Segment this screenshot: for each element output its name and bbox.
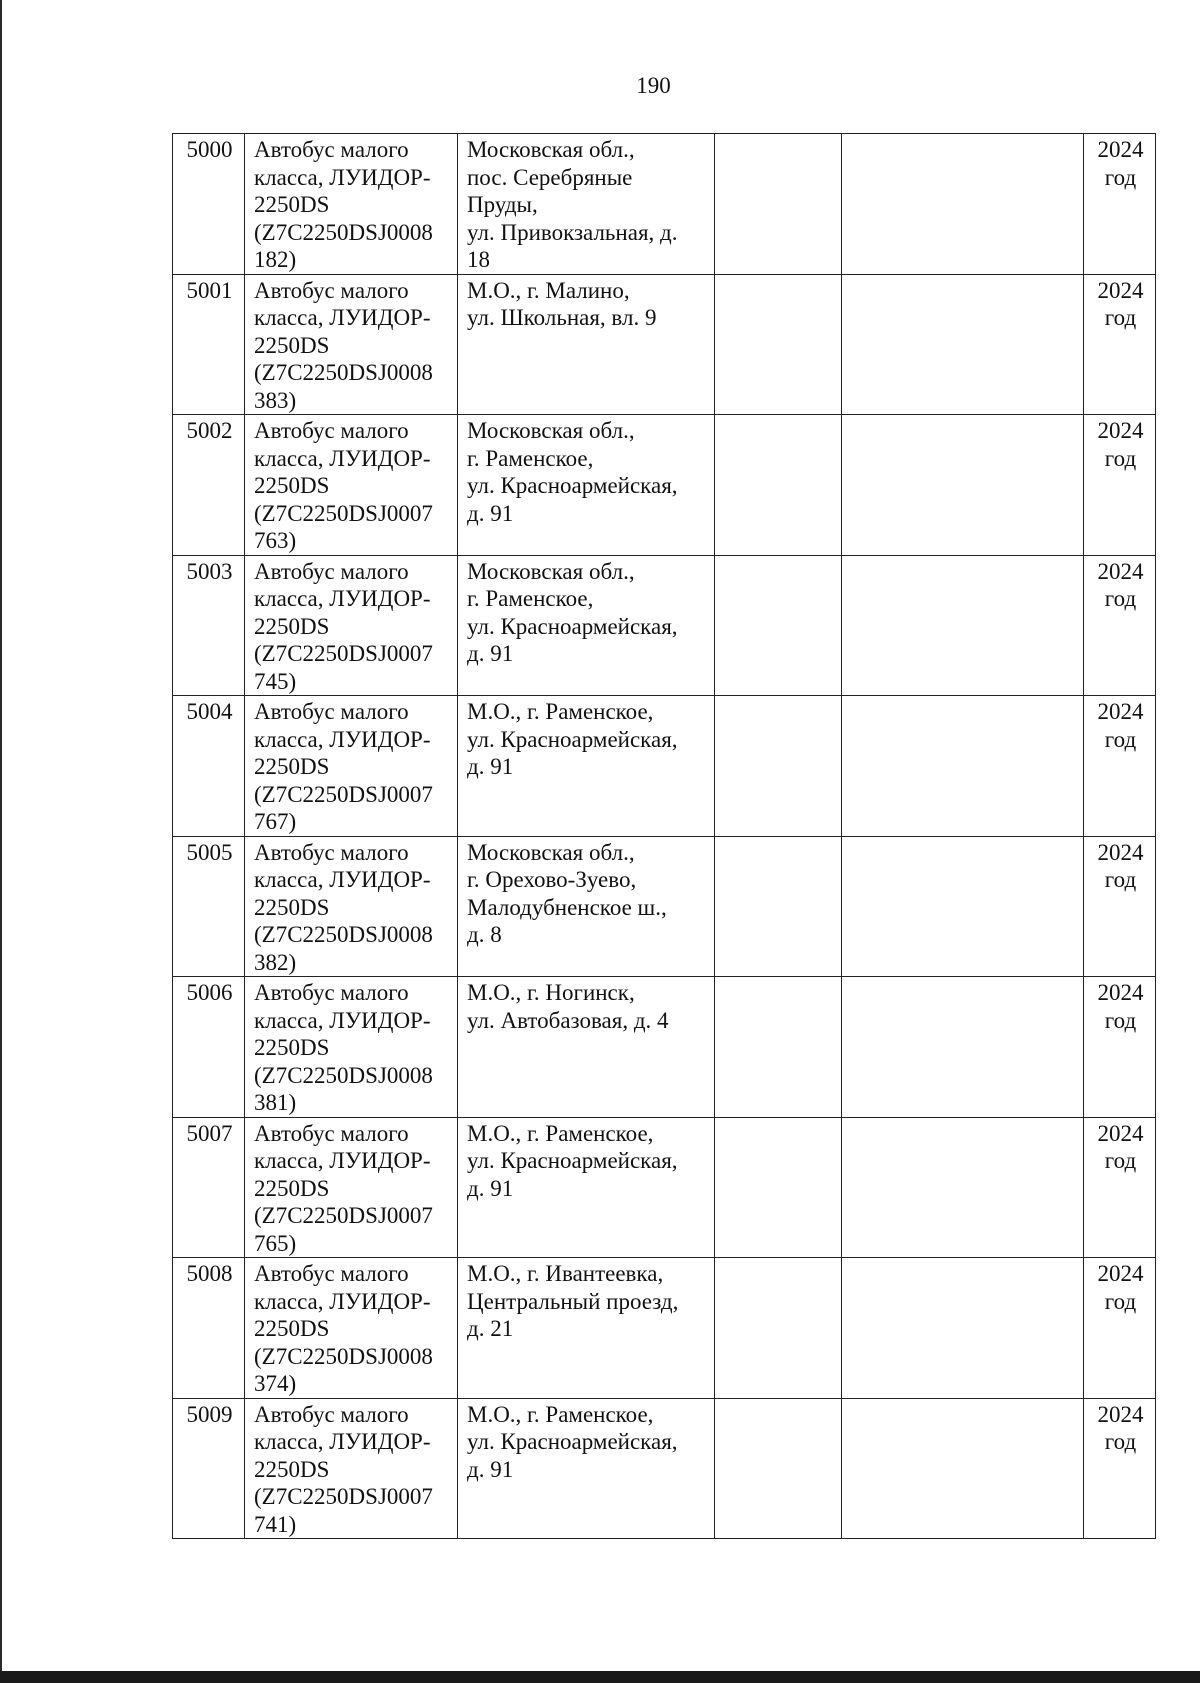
address-line: д. 8 [467,922,502,947]
table-row [173,1117,1156,1258]
vehicle-name-line: 2250DS [254,1035,330,1060]
year-line: год [1104,1288,1137,1314]
year-line: год [1104,1429,1137,1454]
address-line: д. 91 [467,500,514,526]
vehicle-name-line: (Z7C2250DSJ0008 [254,219,433,245]
address-line: Московская обл., [467,418,635,443]
empty-cell-5 [842,977,1084,1118]
vehicle-name-line: (Z7C2250DSJ0007 [254,641,433,666]
vehicle-name-line: класса, ЛУИДОР- [254,1007,431,1033]
year-line: год [1104,164,1137,190]
year-line: год [1104,445,1137,471]
empty-cell-5 [842,274,1084,415]
row-number-text: 5008 [186,1261,233,1286]
address-line: ул. Привокзальная, д. [467,219,678,245]
address-line: ул. Красноармейская, [467,1148,678,1173]
vehicle-name-line: 745) [254,668,297,694]
table-row [173,836,1156,977]
year-line: 2024 [1097,1120,1144,1146]
vehicle-name-line: 182) [254,247,297,272]
vehicle-name-line: (Z7C2250DSJ0008 [254,1062,433,1088]
vehicle-name-line: 381) [254,1090,297,1115]
vehicle-name-line: Автобус малого [254,277,409,303]
vehicle-name-line: класса, ЛУИДОР- [254,867,431,892]
vehicle-name-line: Автобус малого [254,699,409,724]
year-cell [1084,134,1156,275]
vehicle-name-line: (Z7C2250DSJ0007 [254,781,433,807]
address-line: г. Раменское, [467,445,594,471]
address-line: М.О., г. Ивантеевка, [467,1261,664,1286]
address-cell [458,977,715,1118]
empty-cell-4 [715,1117,842,1258]
table-row [173,1398,1156,1539]
page-number: 190 [636,73,671,98]
vehicle-name-line: (Z7C2250DSJ0007 [254,1203,433,1228]
vehicle-name-line: 763) [254,528,297,553]
vehicle-name-line: Автобус малого [254,1401,409,1427]
address-cell [458,696,715,837]
year-line: год [1104,867,1137,892]
address-cell [458,1398,715,1539]
table-row [173,415,1156,556]
row-number-cell [173,415,245,556]
vehicle-name-line: (Z7C2250DSJ0008 [254,360,433,385]
address-line: ул. Красноармейская, [467,473,678,498]
address-line: Пруды, [467,192,538,217]
empty-cell-5 [842,1258,1084,1399]
vehicle-name-line: Автобус малого [254,137,409,162]
vehicle-name-line: 741) [254,1511,297,1537]
address-cell [458,274,715,415]
empty-cell-5 [842,1398,1084,1539]
table-row [173,977,1156,1118]
year-cell [1084,977,1156,1118]
empty-cell-4 [715,274,842,415]
row-number-cell [173,1117,245,1258]
year-line: 2024 [1097,277,1144,303]
year-line: 2024 [1097,137,1144,162]
empty-cell-4 [715,696,842,837]
year-line: 2024 [1097,1261,1144,1286]
row-number-cell [173,696,245,837]
vehicle-name-line: 2250DS [254,1175,330,1201]
vehicle-name-line: Автобус малого [254,418,409,443]
vehicle-name-line: класса, ЛУИДОР- [254,445,431,471]
empty-cell-5 [842,1117,1084,1258]
empty-cell-4 [715,1398,842,1539]
vehicle-name-cell [245,555,458,696]
address-line: пос. Серебряные [467,164,633,190]
vehicle-name-cell [245,134,458,275]
vehicle-name-line: 383) [254,387,297,413]
vehicle-name-line: 2250DS [254,613,330,639]
address-line: М.О., г. Малино, [467,277,630,303]
address-line: Московская обл., [467,558,635,584]
empty-cell-5 [842,696,1084,837]
table-body [173,134,1156,1539]
row-number-text: 5003 [186,558,233,584]
vehicle-name-line: 2250DS [254,1456,330,1482]
address-cell [458,836,715,977]
vehicle-name-line: Автобус малого [254,839,409,865]
row-number-text: 5009 [186,1401,233,1427]
address-line: ул. Автобазовая, д. 4 [467,1007,669,1033]
year-line: 2024 [1097,418,1144,443]
year-line: 2024 [1097,699,1144,724]
address-line: М.О., г. Раменское, [467,699,654,724]
year-cell [1084,836,1156,977]
vehicle-name-line: Автобус малого [254,980,409,1005]
address-cell [458,134,715,275]
address-line: г. Орехово-Зуево, [467,867,637,892]
row-number-text: 5001 [186,277,233,303]
vehicle-name-line: 2250DS [254,894,330,920]
row-number-cell [173,1258,245,1399]
vehicle-name-line: (Z7C2250DSJ0007 [254,500,433,526]
table-row [173,134,1156,275]
table-row [173,274,1156,415]
year-cell [1084,555,1156,696]
vehicle-name-line: 382) [254,949,297,975]
address-line: д. 91 [467,1175,514,1201]
address-cell [458,555,715,696]
vehicle-name-line: 2250DS [254,1316,330,1341]
year-line: 2024 [1097,1401,1144,1427]
empty-cell-5 [842,555,1084,696]
year-line: год [1104,726,1137,752]
vehicle-name-line: (Z7C2250DSJ0008 [254,1343,433,1369]
vehicle-name-cell [245,696,458,837]
year-cell [1084,696,1156,837]
vehicle-name-cell [245,836,458,977]
vehicle-name-line: Автобус малого [254,1120,409,1146]
vehicle-name-line: класса, ЛУИДОР- [254,164,431,190]
year-cell [1084,1258,1156,1399]
vehicle-name-line: 2250DS [254,754,330,779]
address-line: М.О., г. Ногинск, [467,980,635,1005]
year-line: год [1104,586,1137,611]
vehicle-name-line: 2250DS [254,473,330,498]
address-cell [458,1117,715,1258]
empty-cell-4 [715,1258,842,1399]
year-line: год [1104,305,1137,330]
vehicle-register-table [172,133,1156,1539]
address-line: д. 91 [467,754,514,779]
row-number-cell [173,274,245,415]
row-number-text: 5006 [186,980,233,1005]
year-cell [1084,274,1156,415]
vehicle-name-line: класса, ЛУИДОР- [254,1288,431,1314]
row-number-cell [173,1398,245,1539]
vehicle-name-cell [245,274,458,415]
table-row [173,555,1156,696]
scan-edge-bottom [0,1671,1200,1683]
empty-cell-4 [715,977,842,1118]
row-number-cell [173,134,245,275]
vehicle-name-line: класса, ЛУИДОР- [254,1148,431,1173]
address-line: Малодубненское ш., [467,894,667,920]
vehicle-name-cell [245,1398,458,1539]
vehicle-name-line: класса, ЛУИДОР- [254,305,431,330]
row-number-cell [173,555,245,696]
vehicle-name-line: 374) [254,1371,297,1396]
vehicle-name-cell [245,1117,458,1258]
empty-cell-5 [842,836,1084,977]
address-line: 18 [467,247,490,272]
table-row [173,696,1156,837]
address-line: д. 91 [467,641,514,666]
vehicle-name-line: 2250DS [254,192,330,217]
address-line: д. 91 [467,1456,514,1482]
year-line: 2024 [1097,558,1144,584]
vehicle-name-cell [245,977,458,1118]
row-number-cell [173,836,245,977]
vehicle-name-line: (Z7C2250DSJ0007 [254,1484,433,1509]
empty-cell-4 [715,836,842,977]
empty-cell-4 [715,415,842,556]
empty-cell-4 [715,555,842,696]
vehicle-name-line: 765) [254,1230,297,1256]
empty-cell-4 [715,134,842,275]
row-number-cell [173,977,245,1118]
address-line: Московская обл., [467,137,635,162]
year-cell [1084,415,1156,556]
row-number-text: 5005 [186,839,233,865]
vehicle-name-line: 2250DS [254,332,330,358]
address-line: Московская обл., [467,839,635,865]
year-line: год [1104,1007,1137,1033]
address-cell [458,415,715,556]
address-line: ул. Красноармейская, [467,726,678,752]
address-line: Центральный проезд, [467,1288,679,1314]
address-line: д. 21 [467,1316,514,1341]
vehicle-name-line: (Z7C2250DSJ0008 [254,922,433,947]
vehicle-name-cell [245,415,458,556]
row-number-text: 5007 [186,1120,233,1146]
vehicle-name-cell [245,1258,458,1399]
address-cell [458,1258,715,1399]
scan-edge-left [0,0,2,1683]
year-cell [1084,1117,1156,1258]
year-line: 2024 [1097,980,1144,1005]
address-line: М.О., г. Раменское, [467,1120,654,1146]
empty-cell-5 [842,134,1084,275]
vehicle-name-line: Автобус малого [254,1261,409,1286]
row-number-text: 5000 [186,137,233,162]
year-line: 2024 [1097,839,1144,865]
vehicle-name-line: класса, ЛУИДОР- [254,586,431,611]
address-line: ул. Красноармейская, [467,1429,678,1454]
address-line: ул. Красноармейская, [467,613,678,639]
address-line: г. Раменское, [467,586,594,611]
vehicle-name-line: 767) [254,809,297,834]
year-cell [1084,1398,1156,1539]
row-number-text: 5002 [186,418,233,443]
year-line: год [1104,1148,1137,1173]
table-row [173,1258,1156,1399]
vehicle-name-line: класса, ЛУИДОР- [254,1429,431,1454]
vehicle-name-line: класса, ЛУИДОР- [254,726,431,752]
empty-cell-5 [842,415,1084,556]
address-line: М.О., г. Раменское, [467,1401,654,1427]
vehicle-name-line: Автобус малого [254,558,409,584]
address-line: ул. Школьная, вл. 9 [467,305,657,330]
row-number-text: 5004 [186,699,233,724]
